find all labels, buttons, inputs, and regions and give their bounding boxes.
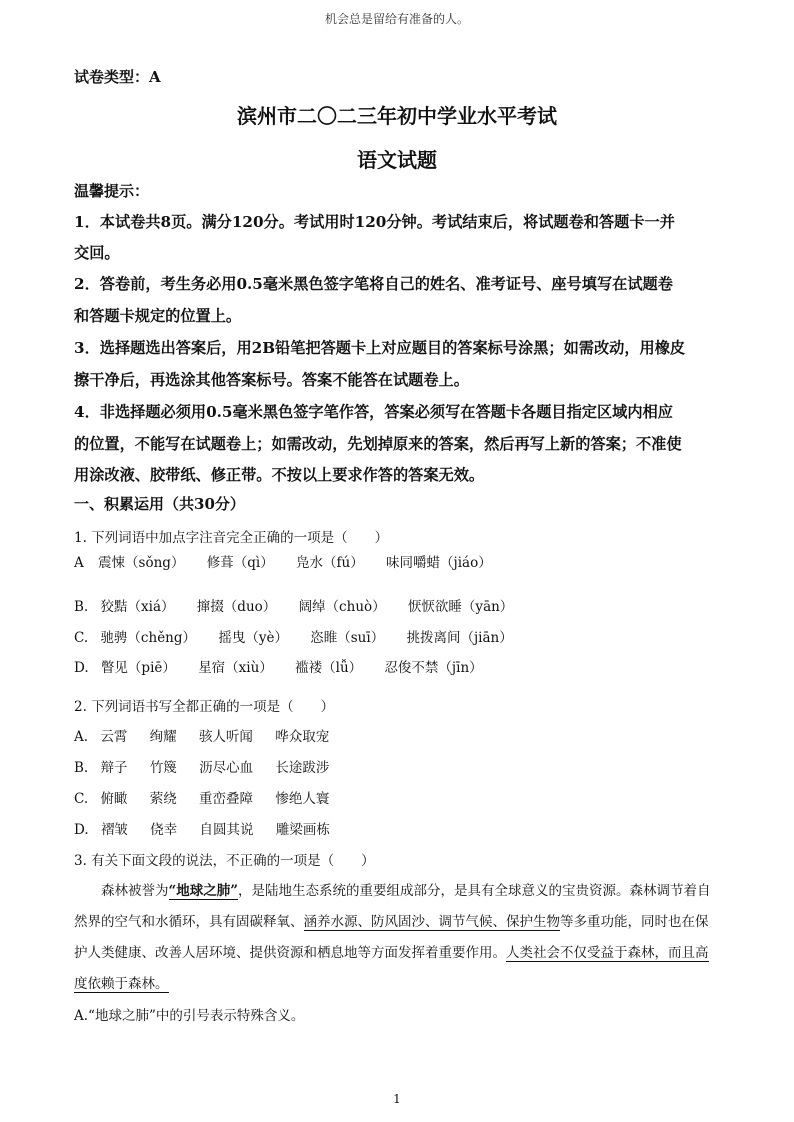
option-item: 绚耀 <box>149 729 177 745</box>
option-label: C. <box>74 630 89 646</box>
exam-title: 滨州市二〇二三年初中学业水平考试 <box>237 104 557 128</box>
passage-quote: “地球之肺” <box>168 883 239 899</box>
option-item: 挑拨离间（jiān） <box>406 630 513 646</box>
q3-option-a: A.“地球之肺”中的引号表示特殊含义。 <box>74 1008 305 1024</box>
passage-underlined: 人类社会不仅受益于森林，而且高度依赖于森林。 <box>74 945 709 992</box>
option-item: 恹恹欲睡（yān） <box>407 599 514 615</box>
option-item: 骇人听闻 <box>198 729 253 745</box>
option-item: 云霄 <box>100 729 128 745</box>
passage-text: 等多重功能，同时也在保护人类健康、改善人居环境、提供资源和栖息地等方面发挥着重要作用。 <box>74 914 709 961</box>
question-3-stem: 3. 有关下面文段的说法，不正确的一项是（ ） <box>74 853 375 869</box>
option-item: 忍俊不禁（jīn） <box>384 660 483 676</box>
option-item: 重峦叠障 <box>199 791 254 807</box>
option-item: 瞥见（piē） <box>100 660 176 676</box>
option-item: 竹篾 <box>149 760 177 776</box>
option-item: 沥尽心血 <box>199 760 254 776</box>
passage-underlined: 涵养水源、防风固沙、调节气候、保护生物 <box>303 914 560 930</box>
option-label: B. <box>74 599 89 615</box>
option-item: 味同嚼蜡（jiáo） <box>386 555 492 571</box>
option-item: 阔绰（chuò） <box>298 599 386 615</box>
exam-subtitle: 语文试题 <box>357 148 437 172</box>
option-item: 俯瞰 <box>100 791 128 807</box>
page-header: 机会总是留给有准备的人。 <box>324 12 469 26</box>
option-item: 萦绕 <box>149 791 177 807</box>
q2-option-b <box>74 756 347 776</box>
option-item: 星宿（xiù） <box>198 660 273 676</box>
question-1-stem: 1. 下列词语中加点字注音完全正确的一项是（ ） <box>74 530 389 546</box>
tip-line: 3．选择题选出答案后，用2B铅笔把答题卡上对应题目的答案标号涂黑；如需改动，用橡皮 <box>74 339 686 357</box>
q1-option-b <box>74 595 531 615</box>
q2-option-d <box>74 818 348 838</box>
question-2-stem: 2. 下列词语书写全都正确的一项是（ ） <box>74 699 335 715</box>
option-item: 辩子 <box>100 760 128 776</box>
option-label: B. <box>74 760 89 776</box>
option-item: 侥幸 <box>150 822 178 838</box>
option-label: A. <box>74 729 89 745</box>
passage-text: ，是陆地生态系统的重要组成部分，是具有全球意义的宝贵资源。森林调节着自然界的空气和水循环，具有固碳释氧、 <box>74 883 711 930</box>
option-item: 震悚（sǒng） <box>98 555 185 571</box>
option-label: A <box>74 555 84 571</box>
tip-line: 1．本试卷共8页。满分120分。考试用时120分钟。考试结束后，将试题卷和答题卡一并 <box>74 213 675 231</box>
tip-line: 用涂改液、胶带纸、修正带。不按以上要求作答的答案无效。 <box>74 466 485 484</box>
option-item: 自圆其说 <box>199 822 254 838</box>
tip-line: 2．答卷前，考生务必用0.5毫米黑色签字笔将自己的姓名、准考证号、座号填写在试题卷 <box>74 275 673 293</box>
option-item: 雕梁画栋 <box>275 822 330 838</box>
tip-line: 4．非选择题必须用0.5毫米黑色签字笔作答，答案必须写在答题卡各题目指定区域内相应 <box>74 403 673 421</box>
option-item: 褴褛（lǚ） <box>295 660 363 676</box>
q2-option-c <box>74 787 347 807</box>
option-item: 凫水（fú） <box>296 555 364 571</box>
option-item: 褶皱 <box>100 822 128 838</box>
section-heading: 一、积累运用（共30分） <box>74 495 245 513</box>
option-item: 狡黠（xiá） <box>100 599 175 615</box>
option-label: C. <box>74 791 89 807</box>
passage-paragraph <box>74 876 720 1000</box>
option-item: 哗众取宠 <box>275 729 330 745</box>
page-number: 1 <box>393 1092 401 1106</box>
paper-type: 试卷类型：A <box>74 68 161 86</box>
tip-line: 擦干净后，再选涂其他答案标号。答案不能答在试题卷上。 <box>74 371 469 389</box>
option-label: D. <box>74 822 89 838</box>
q2-option-a <box>74 725 347 745</box>
tip-line: 的位置，不能写在试题卷上；如需改动，先划掉原来的答案，然后再写上新的答案；不准使 <box>74 435 682 453</box>
tip-line: 和答题卡规定的位置上。 <box>74 307 242 325</box>
option-item: 撺掇（duo） <box>196 599 277 615</box>
q1-option-c <box>74 626 531 646</box>
option-item: 摇曳（yè） <box>218 630 288 646</box>
option-item: 惨绝人寰 <box>275 791 330 807</box>
passage-text: 森林被誉为 <box>101 883 169 899</box>
option-label: D. <box>74 660 89 676</box>
q1-option-a <box>74 551 510 571</box>
option-item: 恣睢（suī） <box>310 630 385 646</box>
option-item: 修葺（qì） <box>206 555 274 571</box>
option-item: 驰骋（chěng） <box>100 630 197 646</box>
tip-line: 交回。 <box>74 244 120 262</box>
q1-option-d <box>74 656 501 676</box>
tips-label: 温馨提示： <box>74 182 150 200</box>
option-item: 长途跋涉 <box>275 760 330 776</box>
